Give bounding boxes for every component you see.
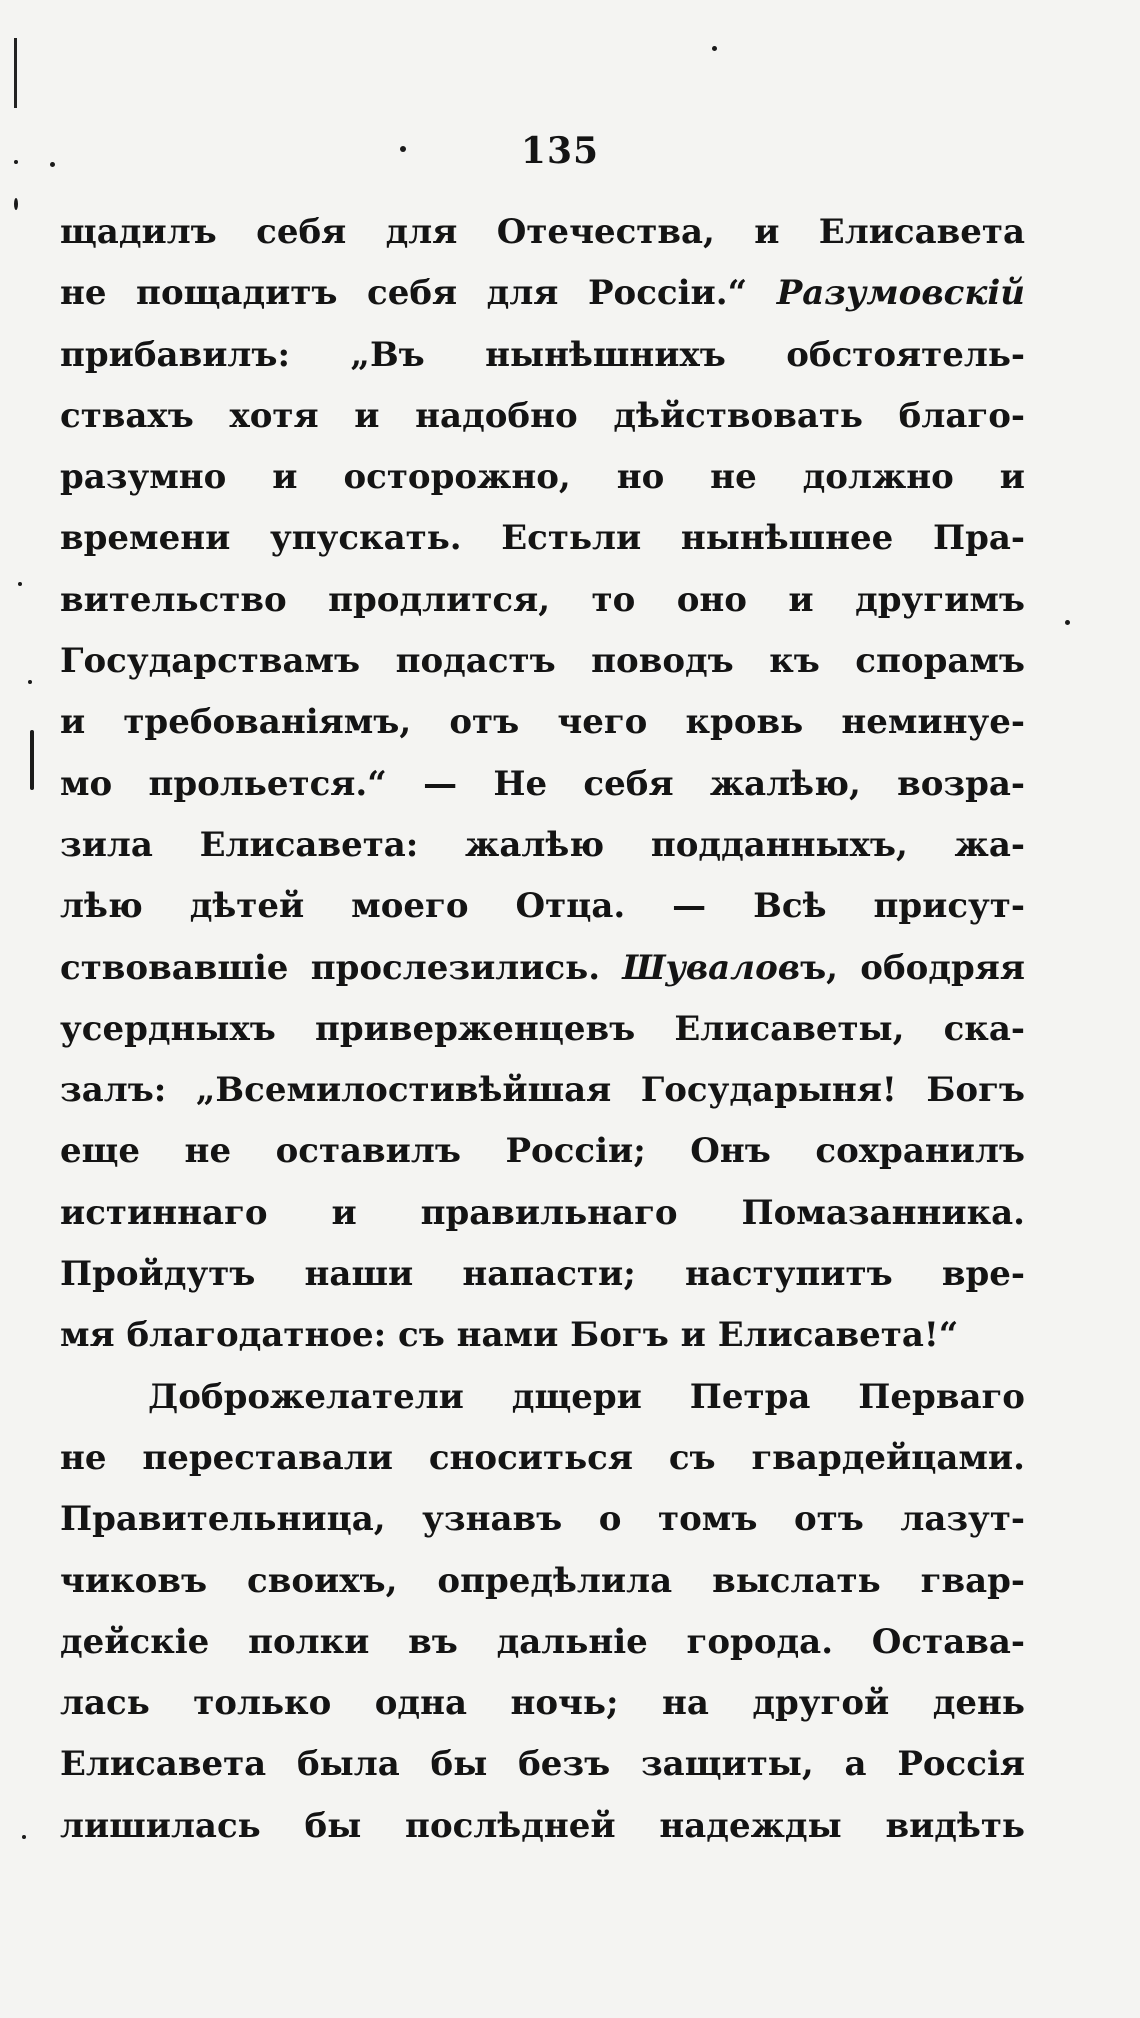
scan-speck [14, 160, 18, 164]
text-line: лишилась бы послѣдней надежды видѣть [60, 1805, 1025, 1846]
text-line: мо прольется.“ — Не себя жалѣю, возра- [60, 763, 1025, 804]
text-line-segment: ъ, ободряя [800, 947, 1025, 988]
text-line-segment: ствовавшіе прослезились. [60, 947, 623, 988]
text-line: вительство продлится, то оно и другимъ [60, 579, 1025, 620]
text-line: и требованіямъ, отъ чего кровь неминуе- [60, 702, 1025, 743]
scan-speck [18, 582, 22, 586]
text-line: времени упускать. Естьли нынѣшнее Пра- [60, 518, 1025, 559]
text-line: чиковъ своихъ, опредѣлила выслать гвар- [60, 1560, 1025, 1601]
text-line [60, 263, 1025, 324]
text-line: не переставали сноситься съ гвардейцами. [60, 1437, 1025, 1478]
text-line: Пройдутъ наши напасти; наступитъ вре- [60, 1254, 1025, 1295]
text-line: разумно и осторожно, но не должно и [60, 457, 1025, 498]
text-line: дейскіе полки въ дальніе города. Остава- [60, 1621, 1025, 1662]
scan-speck [712, 46, 717, 51]
text-line: зила Елисавета: жалѣю подданныхъ, жа- [60, 824, 1025, 865]
text-line: Правительница, узнавъ о томъ отъ лазут- [60, 1499, 1025, 1540]
page-number: 135 [520, 130, 600, 172]
text-line: ствахъ хотя и надобно дѣйствовать благо- [60, 395, 1025, 436]
text-line: усердныхъ приверженцевъ Елисаветы, ска- [60, 1008, 1025, 1049]
scan-speck [400, 146, 406, 152]
text-line: залъ: „Всемилостивѣйшая Государыня! Богъ [60, 1070, 1025, 1111]
text-line: щадилъ себя для Отечества, и Елисавета [60, 212, 1025, 252]
text-line: мя благодатное: съ нами Богъ и Елисавета!“ [60, 1315, 959, 1356]
scan-speck [50, 162, 55, 167]
body-text [60, 202, 1025, 1857]
scan-speck [14, 198, 18, 210]
italic-name: Разумовскій [776, 273, 1025, 314]
text-line: истиннаго и правильнаго Помазанника. [60, 1192, 1025, 1233]
text-line-segment: не пощадитъ себя для Россіи.“ [60, 273, 777, 314]
scan-speck [1065, 620, 1070, 625]
scan-speck [22, 1835, 26, 1839]
scan-speck [28, 680, 32, 684]
italic-name: Шувалов [622, 947, 801, 988]
text-line [60, 938, 1025, 999]
text-line: еще не оставилъ Россіи; Онъ сохранилъ [60, 1131, 1025, 1172]
text-line: Государствамъ подастъ поводъ къ спорамъ [60, 641, 1025, 682]
binding-edge-mark [14, 38, 17, 108]
text-line: прибавилъ: „Въ нынѣшнихъ обстоятель- [60, 334, 1025, 375]
scan-speck [30, 730, 34, 790]
text-line: Елисавета была бы безъ защиты, а Россія [60, 1744, 1025, 1785]
paragraph-first-line: Доброжелатели дщери Петра Перваго [148, 1376, 1025, 1417]
text-line: лѣю дѣтей моего Отца. — Всѣ присут- [60, 886, 1025, 927]
text-line: лась только одна ночь; на другой день [60, 1683, 1025, 1724]
